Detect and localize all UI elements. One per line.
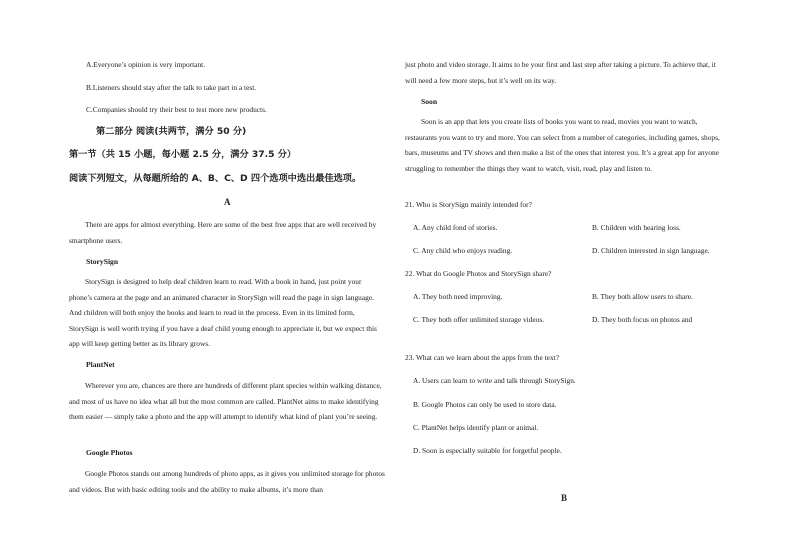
app-name-storysign: StorySign (86, 257, 119, 266)
q22-option-d: D. They both focus on photos and (592, 315, 693, 324)
app-name-google-photos: Google Photos (86, 448, 133, 457)
app-name-plantnet: PlantNet (86, 360, 115, 369)
question-21: 21. Who is StorySign mainly intended for? (405, 200, 532, 209)
instruction: 阅读下列短文，从每题所给的 A、B、C、D 四个选项中选出最佳选项。 (69, 173, 362, 184)
app-name-soon: Soon (421, 97, 438, 106)
prev-option-a: A.Everyone’s opinion is very important. (86, 60, 206, 69)
q21-option-d: D. Children interested in sign language. (592, 246, 710, 255)
question-22: 22. What do Google Photos and StorySign share? (405, 269, 552, 278)
plantnet-paragraph: Wherever you are, chances are there are hundreds of different plant species within walking distance, and most of us have no idea what all but the most common are called. PlantNet aims to make identifying them easier — simply take a photo and the app will attempt to identify what kind of plant you’re seeing. (69, 381, 382, 421)
q23-option-a: A. Users can learn to write and talk through StorySign. (413, 376, 576, 385)
q21-option-b: B. Children with hearing loss. (592, 223, 681, 232)
q23-option-d: D. Soon is especially suitable for forgetful people. (413, 446, 562, 455)
q21-option-a: A. Any child fond of stories. (413, 223, 498, 232)
q23-option-b: B. Google Photos can only be used to store data. (413, 400, 557, 409)
question-23: 23. What can we learn about the apps from the text? (405, 353, 559, 362)
soon-paragraph: Soon is an app that lets you create lists of books you want to read, movies you want to watch, restaurants you want to try and more. You can select from a number of categories, including games, shops, bars, museums and TV shows and then make a list of the ones that interest you. It’s a great app for anyone struggling to remember the things they want to watch, visit, read, play and listen to. (405, 117, 720, 173)
q22-option-c: C. They both offer unlimited storage videos. (413, 315, 545, 324)
section-title: 第一节（共 15 小题，每小题 2.5 分，满分 37.5 分） (69, 149, 297, 160)
prev-option-c: C.Companies should try their best to test more new products. (86, 105, 267, 114)
q21-option-c: C. Any child who enjoys reading. (413, 246, 513, 255)
prev-option-b: B.Listeners should stay after the talk to take part in a test. (86, 83, 257, 92)
passage-label-a: A (224, 197, 231, 207)
google-photos-paragraph: Google Photos stands out among hundreds of photo apps, as it gives you unlimited storage for photos and videos. But with basic editing tools and the ability to make albums, it’s more than (69, 469, 385, 494)
q22-option-a: A. They both need improving. (413, 292, 503, 301)
storysign-paragraph: StorySign is designed to help deaf children learn to read. With a book in hand, just point your phone’s camera at the page and an animated character in StorySign will read the page in sign language. And children will both enjoy the books and learn to read in the process. Even in its limited form, StorySign is well worth trying if you have a deaf child young enough to appreciate it, but we expect this app will keep getting better as its library grows. (69, 277, 377, 348)
part-title: 第二部分 阅读(共两节，满分 50 分) (96, 126, 247, 137)
q22-option-b: B. They both allow users to share. (592, 292, 693, 301)
google-photos-continued: just photo and video storage. It aims to be your first and last step after taking a picture. To achieve that, it will need a few more steps, but it’s well on its way. (405, 60, 716, 85)
q23-option-c: C. PlantNet helps identify plant or animal. (413, 423, 539, 432)
passage-label-b: B (561, 493, 568, 503)
intro-paragraph: There are apps for almost everything. Here are some of the best free apps that are well received by smartphone users. (69, 220, 377, 245)
